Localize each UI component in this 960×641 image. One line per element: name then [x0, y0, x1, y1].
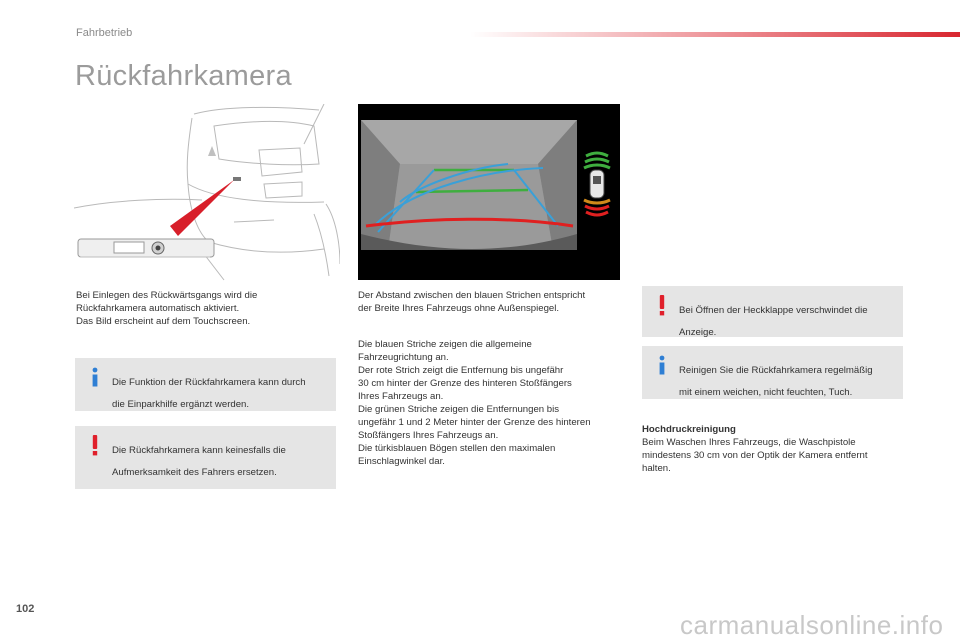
- warning-icon: [654, 294, 670, 316]
- warning-box-driver-attention: Die Rückfahrkamera kann keinesfalls die Aufmerksamkeit des Fahrers ersetzen.: [75, 426, 336, 489]
- warning-icon: [87, 434, 103, 456]
- parking-sensor-icon: [584, 153, 610, 215]
- car-rear-camera-illustration: [74, 104, 340, 282]
- info-icon: [87, 366, 103, 388]
- header-accent-bar: [470, 32, 960, 37]
- blue-lines-width-text: Der Abstand zwischen den blauen Strichen entspricht der Breite Ihres Fahrzeugs ohne Außenspiegel.: [358, 290, 586, 314]
- camera-display: [358, 104, 620, 280]
- warning-box-tailgate: Bei Öffnen der Heckklappe verschwindet die Anzeige.: [642, 286, 903, 337]
- guide-lines-explanation: Die blauen Striche zeigen die allgemeine Fahrzeugrichtung an. Der rote Strich zeigt die Entfernung bis ungefähr 30 cm hinter der Grenze des hinteren Stoßfängers Ihres Fahrzeugs an. Die grünen Striche zeigen die Entfernungen bis ungefähr 1 und 2 Meter hinter der Grenze des hinteren Stoßfängers Ihres Fahrzeugs an. Die türkisblauen Bögen stellen den maximalen Einschlagwinkel dar.: [358, 339, 591, 467]
- info-box-parking-aid: Die Funktion der Rückfahrkamera kann durch die Einparkhilfe ergänzt werden.: [75, 358, 336, 411]
- watermark: carmanualsonline.info: [680, 610, 944, 640]
- high-pressure-cleaning-heading: Hochdruckreinigung: [642, 424, 736, 435]
- camera-lens-icon: [233, 177, 241, 181]
- intro-text: Bei Einlegen des Rückwärtsgangs wird die Rückfahrkamera automatisch aktiviert. Das Bild erscheint auf dem Touchscreen.: [76, 290, 258, 327]
- info-box-camera-cleaning: Reinigen Sie die Rückfahrkamera regelmäßig mit einem weichen, nicht feuchten, Tuch.: [642, 346, 903, 399]
- section-label: Fahrbetrieb: [76, 27, 133, 39]
- page-number: 102: [16, 603, 35, 615]
- high-pressure-cleaning-section: Hochdruckreinigung Beim Waschen Ihres Fahrzeugs, die Waschpistole mindestens 30 cm von der Optik der Kamera entfernt halten.: [642, 423, 912, 475]
- brand-logo-icon: [208, 146, 216, 156]
- page-title: Rückfahrkamera: [75, 60, 292, 92]
- camera-detail-view: [78, 239, 214, 257]
- info-icon: [654, 354, 670, 376]
- camera-pointer-icon: [170, 180, 234, 236]
